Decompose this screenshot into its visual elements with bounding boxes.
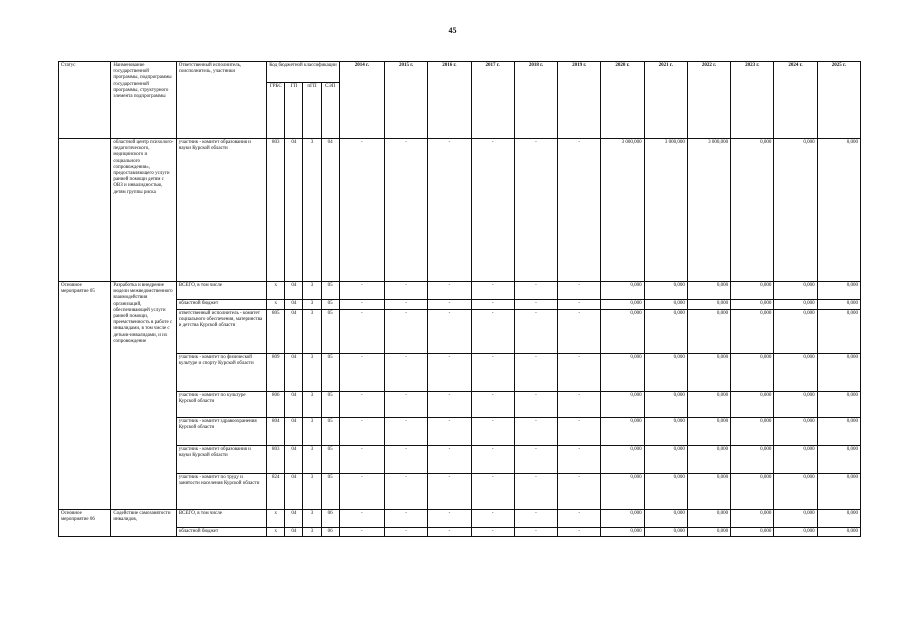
value-cell: 0,000 [687, 310, 730, 354]
value-cell: 0,000 [731, 282, 774, 300]
table-row [59, 282, 861, 300]
gp-cell: 04 [285, 300, 303, 310]
executor-cell: ВСЕГО, в том числе [176, 282, 267, 300]
value-cell: - [385, 139, 428, 282]
grbs-cell: 809 [267, 354, 285, 392]
value-cell: - [385, 300, 428, 310]
value-cell: 0,000 [601, 282, 644, 300]
sep-header: СЭП [321, 83, 339, 139]
value-cell: - [428, 510, 471, 528]
table-row [59, 354, 861, 392]
value-cell: - [471, 510, 514, 528]
value-cell: 0,000 [644, 418, 687, 446]
gp-cell: 04 [285, 474, 303, 510]
value-cell: - [428, 528, 471, 537]
value-cell: 0,000 [731, 510, 774, 528]
pgp-cell: 3 [303, 474, 321, 510]
value-cell: - [514, 282, 557, 300]
value-cell: 0,000 [817, 418, 860, 446]
year-header: 2020 г. [601, 62, 644, 139]
value-cell: 0,000 [774, 139, 817, 282]
gp-cell: 04 [285, 354, 303, 392]
value-cell: - [558, 528, 601, 537]
pgp-cell: 3 [303, 392, 321, 418]
value-cell: 0,000 [774, 446, 817, 474]
value-cell: 0,000 [774, 282, 817, 300]
value-cell: - [339, 528, 384, 537]
value-cell: - [428, 446, 471, 474]
gp-header: ГП [285, 83, 303, 139]
status-cell: Основное мероприятие 05 [59, 282, 111, 510]
value-cell: - [428, 418, 471, 446]
value-cell: - [428, 282, 471, 300]
year-header: 2025 г. [817, 62, 860, 139]
gp-cell: 04 [285, 528, 303, 537]
value-cell: 0,000 [644, 310, 687, 354]
value-cell: - [471, 354, 514, 392]
pgp-cell: 3 [303, 510, 321, 528]
table-row [59, 300, 861, 310]
value-cell: 0,000 [644, 392, 687, 418]
sep-cell: 05 [321, 282, 339, 300]
value-cell: - [514, 310, 557, 354]
pgp-cell: 3 [303, 310, 321, 354]
value-cell: 0,000 [687, 282, 730, 300]
sep-cell: 05 [321, 310, 339, 354]
value-cell: - [339, 282, 384, 300]
value-cell: - [339, 310, 384, 354]
pgp-cell: 3 [303, 446, 321, 474]
value-cell: 0,000 [817, 282, 860, 300]
value-cell: 0,000 [644, 474, 687, 510]
value-cell: - [385, 528, 428, 537]
executor-cell: участник - комитет по труду и занятости населения Курской области [176, 474, 267, 510]
grbs-cell: 805 [267, 310, 285, 354]
value-cell: 0,000 [731, 474, 774, 510]
sep-cell: 06 [321, 510, 339, 528]
value-cell: - [385, 446, 428, 474]
grbs-cell: 803 [267, 446, 285, 474]
value-cell: 0,000 [644, 528, 687, 537]
value-cell: - [514, 528, 557, 537]
sep-cell: 05 [321, 446, 339, 474]
value-cell: 0,000 [817, 354, 860, 392]
value-cell: 0,000 [731, 139, 774, 282]
value-cell: - [339, 474, 384, 510]
table-row [59, 474, 861, 510]
value-cell: - [471, 139, 514, 282]
value-cell: 0,000 [644, 282, 687, 300]
year-header: 2018 г. [514, 62, 557, 139]
value-cell: 0,000 [731, 528, 774, 537]
executor-cell: участник - комитет по культуре Курской области [176, 392, 267, 418]
grbs-cell: 804 [267, 418, 285, 446]
pgp-cell: 3 [303, 300, 321, 310]
pgp-cell: 3 [303, 354, 321, 392]
table-row [59, 446, 861, 474]
grbs-cell: х [267, 528, 285, 537]
value-cell: 0,000 [774, 474, 817, 510]
year-header: 2023 г. [731, 62, 774, 139]
value-cell: - [339, 392, 384, 418]
value-cell: 0,000 [687, 510, 730, 528]
value-cell: - [385, 392, 428, 418]
year-header: 2017 г. [471, 62, 514, 139]
year-header: 2015 г. [385, 62, 428, 139]
value-cell: - [339, 446, 384, 474]
value-cell: - [471, 446, 514, 474]
value-cell: 0,000 [731, 446, 774, 474]
value-cell: 0,000 [774, 392, 817, 418]
value-cell: - [385, 474, 428, 510]
code-group-header: Код бюджетной классификации [267, 62, 339, 83]
status-cell: Основное мероприятие 06 [59, 510, 111, 537]
pgp-cell: 3 [303, 528, 321, 537]
value-cell: 0,000 [687, 392, 730, 418]
executor-cell: ВСЕГО, в том числе [176, 510, 267, 528]
value-cell: 0,000 [644, 446, 687, 474]
value-cell: 0,000 [774, 418, 817, 446]
value-cell: 3 000,000 [601, 139, 644, 282]
sep-cell: 06 [321, 528, 339, 537]
value-cell: 0,000 [687, 474, 730, 510]
value-cell: - [471, 418, 514, 446]
value-cell: - [558, 139, 601, 282]
value-cell: - [558, 282, 601, 300]
value-cell: 0,000 [731, 310, 774, 354]
value-cell: - [428, 310, 471, 354]
year-header: 2014 г. [339, 62, 384, 139]
year-header: 2022 г. [687, 62, 730, 139]
value-cell: - [385, 310, 428, 354]
grbs-cell: х [267, 300, 285, 310]
value-cell: - [558, 418, 601, 446]
value-cell: - [558, 392, 601, 418]
value-cell: 0,000 [687, 354, 730, 392]
budget-table [58, 61, 861, 537]
value-cell: 0,000 [817, 392, 860, 418]
executor-header: Ответственный исполнитель, соисполнитель, участники [176, 62, 267, 139]
value-cell: - [428, 139, 471, 282]
value-cell: 0,000 [731, 418, 774, 446]
sep-cell: 04 [321, 139, 339, 282]
value-cell: - [514, 446, 557, 474]
value-cell: - [339, 418, 384, 446]
sep-cell: 05 [321, 418, 339, 446]
table-row [59, 510, 861, 528]
value-cell: - [471, 282, 514, 300]
value-cell: 0,000 [644, 300, 687, 310]
value-cell: - [471, 392, 514, 418]
value-cell: 3 000,000 [687, 139, 730, 282]
sep-cell: 05 [321, 300, 339, 310]
value-cell: 0,000 [687, 528, 730, 537]
grbs-cell: 803 [267, 139, 285, 282]
name-cell: областной центр психолого-педагогического, медицинского и социального сопровождения», предоставляющего услуги ранней помощи детям с ОВЗ и инвалидностью, детям группы риска [111, 139, 176, 282]
gp-cell: 04 [285, 310, 303, 354]
value-cell: 0,000 [601, 392, 644, 418]
value-cell: 0,000 [601, 300, 644, 310]
value-cell: - [558, 446, 601, 474]
value-cell: 0,000 [601, 510, 644, 528]
value-cell: 0,000 [774, 354, 817, 392]
table-row [59, 139, 861, 282]
table-row [59, 418, 861, 446]
value-cell: - [558, 510, 601, 528]
pgp-cell: 3 [303, 418, 321, 446]
gp-cell: 04 [285, 282, 303, 300]
sep-cell: 05 [321, 392, 339, 418]
executor-cell: участник - комитет образования и науки Курской области [176, 446, 267, 474]
value-cell: 3 000,000 [644, 139, 687, 282]
status-cell [59, 139, 111, 282]
page-number: 45 [448, 26, 457, 35]
name-cell: Содействие самозанятости инвалидов, [111, 510, 176, 537]
executor-cell: областной бюджет [176, 528, 267, 537]
table-row [59, 392, 861, 418]
grbs-header: ГРБС [267, 83, 285, 139]
value-cell: - [385, 354, 428, 392]
value-cell: 0,000 [644, 510, 687, 528]
value-cell: - [514, 354, 557, 392]
value-cell: 0,000 [601, 528, 644, 537]
value-cell: 0,000 [644, 354, 687, 392]
value-cell: - [385, 282, 428, 300]
value-cell: 0,000 [817, 528, 860, 537]
value-cell: 0,000 [731, 392, 774, 418]
sep-cell: 05 [321, 354, 339, 392]
value-cell: - [514, 418, 557, 446]
table-row [59, 528, 861, 537]
sep-cell: 05 [321, 474, 339, 510]
executor-cell: участник - комитет образования и науки Курской области [176, 139, 267, 282]
value-cell: - [339, 354, 384, 392]
gp-cell: 04 [285, 510, 303, 528]
value-cell: 0,000 [774, 528, 817, 537]
value-cell: - [514, 300, 557, 310]
value-cell: - [428, 300, 471, 310]
value-cell: - [428, 354, 471, 392]
pgp-header: пГП [303, 83, 321, 139]
value-cell: - [339, 139, 384, 282]
grbs-cell: 824 [267, 474, 285, 510]
value-cell: 0,000 [601, 310, 644, 354]
value-cell: 0,000 [774, 300, 817, 310]
value-cell: 0,000 [687, 300, 730, 310]
value-cell: - [385, 510, 428, 528]
value-cell: 0,000 [774, 510, 817, 528]
executor-cell: ответственный исполнитель - комитет социального обеспечения, материнства и детства Курской области [176, 310, 267, 354]
value-cell: - [339, 300, 384, 310]
gp-cell: 04 [285, 446, 303, 474]
gp-cell: 04 [285, 392, 303, 418]
value-cell: - [558, 474, 601, 510]
value-cell: - [514, 392, 557, 418]
year-header: 2021 г. [644, 62, 687, 139]
value-cell: 0,000 [601, 446, 644, 474]
year-header: 2024 г. [774, 62, 817, 139]
value-cell: - [514, 474, 557, 510]
gp-cell: 04 [285, 418, 303, 446]
header-row [59, 62, 861, 83]
executor-cell: участник - комитет здравоохранения Курской области [176, 418, 267, 446]
value-cell: - [385, 418, 428, 446]
year-header: 2016 г. [428, 62, 471, 139]
pgp-cell: 3 [303, 282, 321, 300]
value-cell: - [339, 510, 384, 528]
value-cell: - [471, 474, 514, 510]
value-cell: - [558, 354, 601, 392]
value-cell: - [514, 510, 557, 528]
value-cell: 0,000 [731, 354, 774, 392]
name-cell: Разработка и внедрение модели межведомственного взаимодействия организаций, обеспечивающей услуги ранней помощи, преемственность в работе с инвалидами, в том числе с детьми-инвалидами, и их сопровождение [111, 282, 176, 510]
grbs-cell: х [267, 510, 285, 528]
value-cell: - [558, 300, 601, 310]
value-cell: 0,000 [601, 418, 644, 446]
table-row [59, 310, 861, 354]
value-cell: - [471, 300, 514, 310]
year-header: 2019 г. [558, 62, 601, 139]
value-cell: - [514, 139, 557, 282]
grbs-cell: х [267, 282, 285, 300]
value-cell: 0,000 [774, 310, 817, 354]
value-cell: - [471, 310, 514, 354]
value-cell: 0,000 [817, 300, 860, 310]
value-cell: 0,000 [687, 446, 730, 474]
value-cell: - [558, 310, 601, 354]
value-cell: 0,000 [817, 139, 860, 282]
pgp-cell: 3 [303, 139, 321, 282]
value-cell: 0,000 [817, 310, 860, 354]
executor-cell: участник - комитет по физической культуре и спорту Курской области [176, 354, 267, 392]
gp-cell: 04 [285, 139, 303, 282]
executor-cell: областной бюджет [176, 300, 267, 310]
name-header: Наименование государственной программы, подпрограммы государственной программы, структурного элемента подпрограммы [111, 62, 176, 139]
grbs-cell: 806 [267, 392, 285, 418]
value-cell: - [428, 474, 471, 510]
value-cell: 0,000 [601, 354, 644, 392]
value-cell: 0,000 [601, 474, 644, 510]
value-cell: - [428, 392, 471, 418]
value-cell: 0,000 [817, 510, 860, 528]
value-cell: 0,000 [817, 474, 860, 510]
value-cell: - [471, 528, 514, 537]
value-cell: 0,000 [687, 418, 730, 446]
status-header: Статус [59, 62, 111, 139]
value-cell: 0,000 [817, 446, 860, 474]
value-cell: 0,000 [731, 300, 774, 310]
